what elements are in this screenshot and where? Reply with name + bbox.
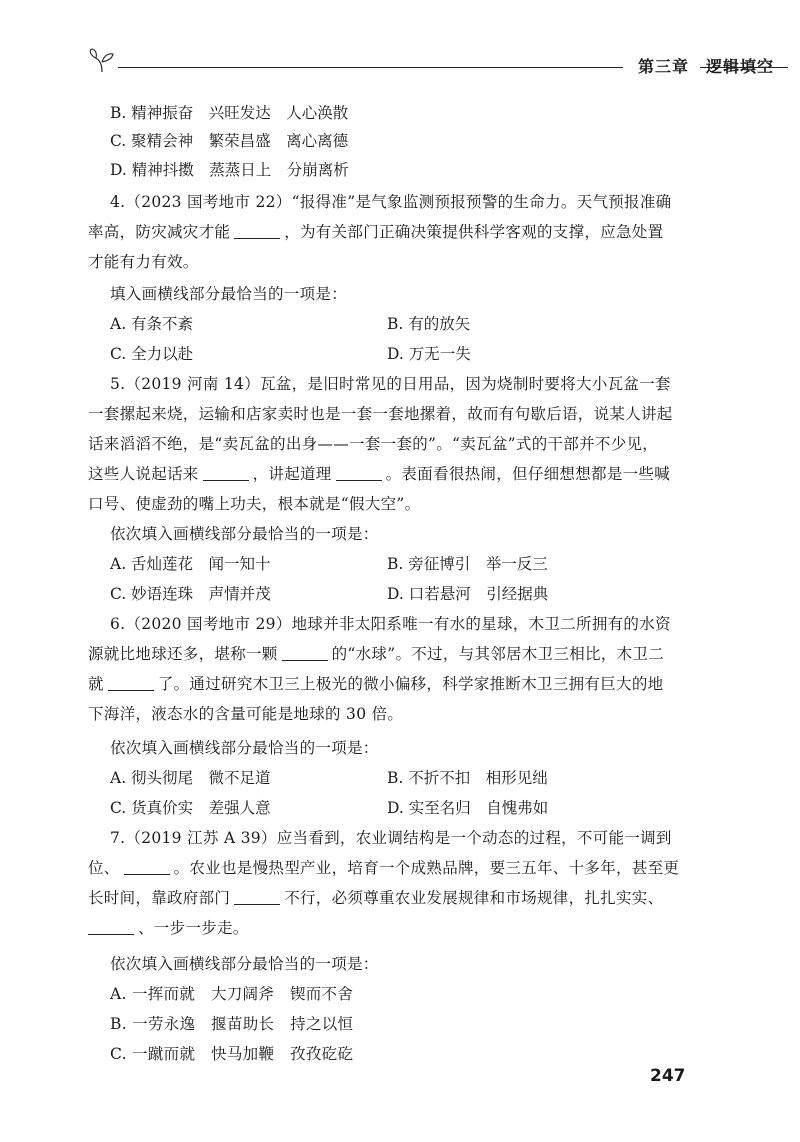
blank [282,646,328,661]
q3-option-b: B. 精神振奋 兴旺发达 人心涣散 [110,104,349,122]
blank [124,860,170,875]
q7-stem-line-4: 、一步一步走。 [88,913,700,943]
q6-stem-line-2: 源就比地球还多，堪称一颗 的“水球”。不过，与其邻居木卫三相比，木卫二 [88,644,665,663]
q6-option-b: B. 不折不扣 相形见绌 [387,768,548,787]
q5-options-row-1 [110,549,700,579]
q7-option-a: A. 一挥而就 大刀阔斧 锲而不舍 [110,984,354,1003]
q7-option-b: B. 一劳永逸 揠苗助长 持之以恒 [110,1014,354,1033]
q5-option-d: D. 口若悬河 引经据典 [387,584,549,603]
blank [234,890,280,905]
q6-option-a: A. 彻头彻尾 微不足道 [110,768,271,787]
blank [88,920,134,935]
blank [203,466,249,481]
q6-option-d: D. 实至名归 自愧弗如 [387,798,549,817]
q4-stem-line-3: 才能有力有效。 [88,252,199,271]
q4-options-row-1 [110,309,700,339]
header-rule-right [700,67,788,68]
sprout-icon [88,48,120,74]
q5-option-b: B. 旁征博引 举一反三 [387,554,548,573]
q5-option-c: C. 妙语连珠 声情并茂 [110,584,271,603]
q4-prompt: 填入画横线部分最恰当的一项是： [110,284,348,303]
q4-options-row-2 [110,339,700,369]
q6-prompt: 依次填入画横线部分最恰当的一项是： [110,738,379,757]
q6-options-row-1 [110,763,700,793]
q4-stem-line-1: 4.（2023 国考地市 22）“报得准”是气象监测预报预警的生命力。天气预报准确 [110,192,672,211]
page-header [88,48,788,78]
q5-prompt: 依次填入画横线部分最恰当的一项是： [110,524,379,543]
q5-stem-line-5: 口号、使虚劲的嘴上功夫，根本就是“假大空”。 [88,494,421,513]
q4-option-d: D. 万无一失 [387,344,471,363]
q5-stem-line-1: 5.（2019 河南 14）瓦盆，是旧时常见的日用品，因为烧制时要将大小瓦盆一套 [110,374,671,393]
q3-option-d: D. 精神抖擞 蒸蒸日上 分崩离析 [110,160,349,179]
q7-prompt: 依次填入画横线部分最恰当的一项是： [110,954,379,973]
q4-stem-line-2: 率高，防灾减灾才能 ，为有关部门正确决策提供科学客观的支撑，应急处置 [88,222,664,241]
q4-option-a: A. 有条不紊 [110,314,194,333]
blank [234,224,280,239]
q5-stem-line-4: 这些人说起话来 ，讲起道理 。表面看很热闹，但仔细想想都是一些喊 [88,464,671,483]
q6-stem-line-4: 下海洋，液态水的含量可能是地球的 30 倍。 [88,704,404,723]
page-number: 247 [650,1066,686,1086]
chapter-title: 第三章 逻辑填空 [638,57,775,76]
q7-option-c: C. 一蹴而就 快马加鞭 孜孜矻矻 [110,1044,354,1063]
page-body [88,99,700,1069]
q3-option-c: C. 聚精会神 繁荣昌盛 离心离德 [110,132,349,151]
q5-option-a: A. 舌灿莲花 闻一知十 [110,554,271,573]
q7-stem-line-1: 7.（2019 江苏 A 39）应当看到，农业调结构是一个动态的过程，不可能一调到 [110,828,672,847]
q6-options-row-2 [110,793,700,823]
q4-option-b: B. 有的放矢 [387,314,471,333]
q6-option-c: C. 货真价实 差强人意 [110,798,271,817]
q5-stem-line-2: 一套摞起来烧，运输和店家卖时也是一套一套地摞着，故而有句歇后语，说某人讲起 [88,404,673,423]
q4-option-c: C. 全力以赴 [110,344,194,363]
q7-stem-line-2: 位、 。农业也是慢热型产业，培育一个成熟品牌，要三五年、十多年，甚至更 [88,858,680,877]
blank [336,466,382,481]
q6-stem-line-3: 就 了。通过研究木卫三上极光的微小偏移，科学家推断木卫三拥有巨大的地 [88,674,664,693]
header-rule-left [118,67,623,68]
q7-stem-line-3: 长时间，靠政府部门 不行，必须尊重农业发展规律和市场规律，扎扎实实、 [88,888,664,907]
q5-stem-line-3: 话来滔滔不绝，是“卖瓦盆的出身——一套一套的”。“卖瓦盆”式的干部并不少见， [88,434,659,453]
blank [108,676,154,691]
q5-options-row-2 [110,579,700,609]
q6-stem-line-1: 6.（2020 国考地市 29）地球并非太阳系唯一有水的星球，木卫二所拥有的水资 [110,614,671,633]
